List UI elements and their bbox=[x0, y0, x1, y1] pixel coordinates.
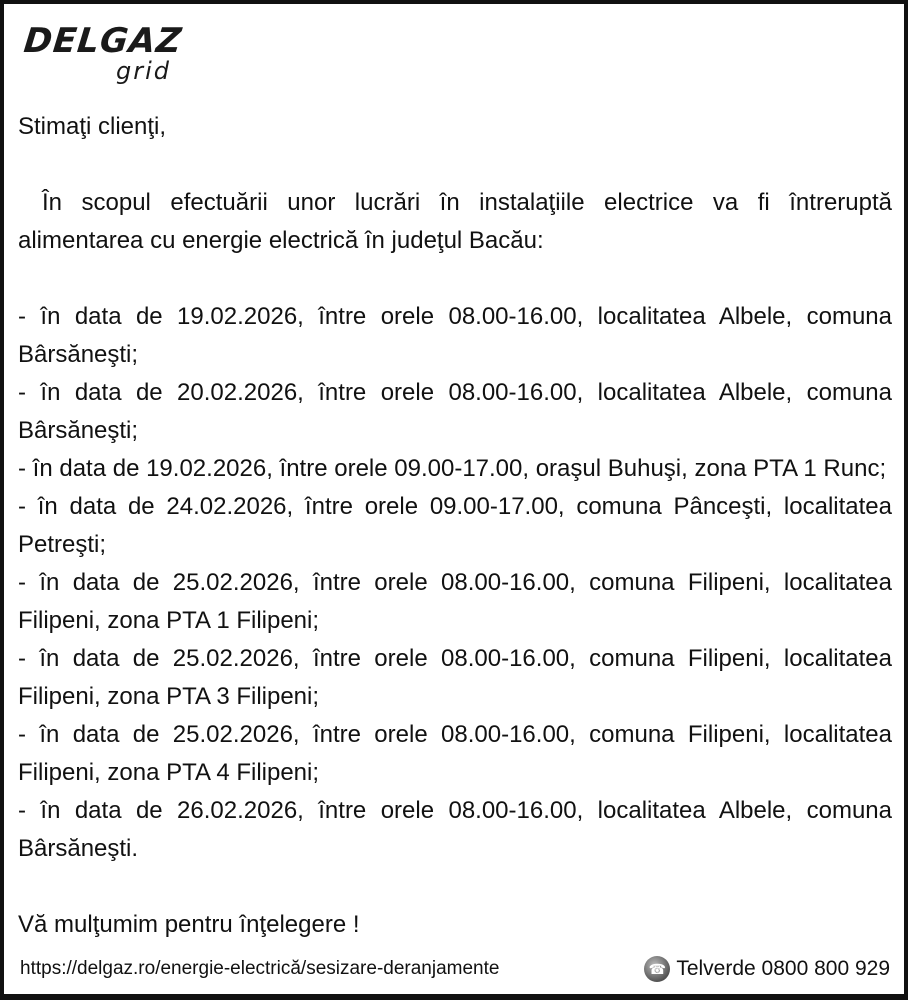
thanks-text: Vă mulţumim pentru înţelegere ! bbox=[18, 911, 360, 938]
telephone-icon: ☎ bbox=[644, 956, 670, 982]
outage-item: - în data de 25.02.2026, între orele 08.00-16.00, comuna Filipeni, localitatea Filipeni, zona PTA 1 Filipeni; bbox=[18, 569, 892, 634]
delgaz-logo bbox=[21, 21, 185, 85]
outage-item: - în data de 26.02.2026, între orele 08.00-16.00, localitatea Albele, comuna Bârsăneşti. bbox=[18, 797, 892, 862]
outage-item: - în data de 19.02.2026, între orele 09.00-17.00, oraşul Buhuşi, zona PTA 1 Runc; bbox=[18, 455, 887, 482]
notice-body bbox=[18, 108, 892, 944]
outage-item: - în data de 20.02.2026, între orele 08.00-16.00, localitatea Albele, comuna Bârsăneşti; bbox=[18, 379, 892, 444]
phone-number: Telverde 0800 800 929 bbox=[676, 957, 890, 980]
footer bbox=[20, 956, 890, 986]
logo-main-text: DELGAZ bbox=[21, 21, 185, 61]
support-url-link[interactable]: https://delgaz.ro/energie-electrică/sesizare-deranjamente bbox=[20, 958, 500, 979]
outage-item: - în data de 25.02.2026, între orele 08.00-16.00, comuna Filipeni, localitatea Filipeni, zona PTA 4 Filipeni; bbox=[18, 721, 892, 786]
outage-item: - în data de 24.02.2026, între orele 09.00-17.00, comuna Pânceşti, localitatea Petreşti; bbox=[18, 493, 892, 558]
greeting: Stimaţi clienţi, bbox=[18, 113, 167, 140]
outage-item: - în data de 19.02.2026, între orele 08.00-16.00, localitatea Albele, comuna Bârsăneşti; bbox=[18, 303, 892, 368]
logo-sub-text: grid bbox=[116, 57, 172, 85]
phone-contact bbox=[644, 956, 890, 982]
intro-paragraph: În scopul efectuării unor lucrări în instalaţiile electrice va fi întreruptă alimentarea cu energie electrică în judeţul Bacău: bbox=[18, 189, 892, 254]
outage-item: - în data de 25.02.2026, între orele 08.00-16.00, comuna Filipeni, localitatea Filipeni, zona PTA 3 Filipeni; bbox=[18, 645, 892, 710]
